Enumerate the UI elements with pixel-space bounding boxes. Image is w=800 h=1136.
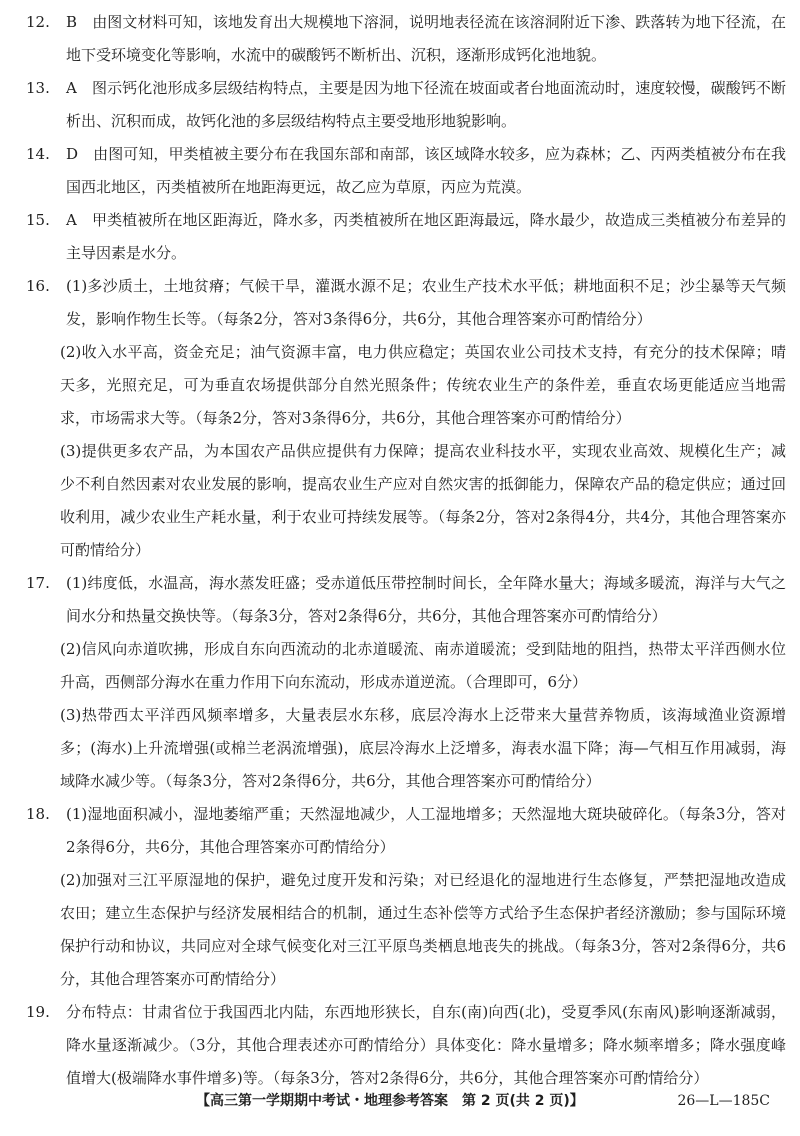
answer-number: 17. xyxy=(26,574,50,592)
answer-paragraph: B 由图文材料可知，该地发育出大规模地下溶洞，说明地表径流在该溶洞附近下渗、跌落转为地下径流，在地下受环境变化等影响，水流中的碳酸钙不断析出、沉积，逐渐形成钙化池地貌。 xyxy=(66,13,786,64)
answer-body xyxy=(66,72,786,138)
answer-number: 12. xyxy=(26,13,50,31)
answer-body xyxy=(66,138,786,204)
answer-number: 16. xyxy=(26,277,50,295)
answer-paragraph: 分布特点：甘肃省位于我国西北内陆，东西地形狭长，自东(南)向西(北)，受夏季风(东南风)影响逐渐减弱，降水量逐渐减少。（3分，其他合理表述亦可酌情给分）具体变化：降水量增多；降水频率增多；降水强度峰值增大(极端降水事件增多)等。（每条3分，答对2条得6分，共6分，其他合理答案亦可酌情给分） xyxy=(66,1003,786,1087)
answer-paragraph: (3)提供更多农产品，为本国农产品供应提供有力保障；提高农业科技水平，实现农业高效、规模化生产；减少不利自然因素对农业发展的影响，提高农业生产应对自然灾害的抵御能力，保障农产品的稳定供应；通过回收利用，减少农业生产耗水量，利于农业可持续发展等。（每条2分，答对2条得4分，共4分，其他合理答案亦可酌情给分） xyxy=(60,442,786,559)
answer-paragraph: (2)加强对三江平原湿地的保护，避免过度开发和污染；对已经退化的湿地进行生态修复，严禁把湿地改造成农田；建立生态保护与经济发展相结合的机制，通过生态补偿等方式给予生态保护者经济激励；参与国际环境保护行动和协议，共同应对全球气候变化对三江平原鸟类栖息地丧失的挑战。（每条3分，答对2条得6分，共6分，其他合理答案亦可酌情给分） xyxy=(60,871,786,988)
answer-item xyxy=(26,138,786,204)
answer-item xyxy=(26,270,786,567)
answer-body xyxy=(66,204,786,270)
answer-paragraph: (1)湿地面积减小，湿地萎缩严重；天然湿地减少，人工湿地增多；天然湿地大斑块破碎化。（每条3分，答对2条得6分，共6分，其他合理答案亦可酌情给分） xyxy=(66,805,786,856)
answer-body xyxy=(60,798,786,996)
answer-item xyxy=(26,204,786,270)
footer-title: 【高三第一学期期中考试・地理参考答案 第 2 页(共 2 页)】 xyxy=(196,1093,584,1109)
answer-number: 15. xyxy=(26,211,50,229)
answer-item xyxy=(26,996,786,1095)
footer-code: 26—L—185C xyxy=(677,1093,770,1109)
answer-number: 14. xyxy=(26,145,50,163)
answer-paragraph: D 由图可知，甲类植被主要分布在我国东部和南部，该区域降水较多，应为森林；乙、丙两类植被分布在我国西北地区，丙类植被所在地距海更远，故乙应为草原，丙应为荒漠。 xyxy=(66,145,786,196)
answer-paragraph: (1)纬度低，水温高，海水蒸发旺盛；受赤道低压带控制时间长，全年降水量大；海域多暖流，海洋与大气之间水分和热量交换快等。（每条3分，答对2条得6分，共6分，其他合理答案亦可酌情给分） xyxy=(66,574,786,625)
answer-item xyxy=(26,6,786,72)
answer-number: 18. xyxy=(26,805,50,823)
answer-item xyxy=(26,72,786,138)
answer-item xyxy=(26,567,786,798)
answer-paragraph: (3)热带西太平洋西风频率增多，大量表层水东移，底层冷海水上泛带来大量营养物质，该海域渔业资源增多；(海水)上升流增强(或棉兰老涡流增强)，底层冷海水上泛增多，海表水温下降；海—气相互作用减弱，海域降水减少等。（每条3分，答对2条得6分，共6分，其他合理答案亦可酌情给分） xyxy=(60,706,786,790)
answer-paragraph: (2)信风向赤道吹拂，形成自东向西流动的北赤道暖流、南赤道暖流；受到陆地的阻挡，热带太平洋西侧水位升高，西侧部分海水在重力作用下向东流动，形成赤道逆流。（合理即可，6分） xyxy=(60,640,786,691)
answer-list xyxy=(26,6,786,1095)
answer-body xyxy=(60,567,786,798)
answer-paragraph: (1)多沙质土，土地贫瘠；气候干旱，灌溉水源不足；农业生产技术水平低；耕地面积不足；沙尘暴等天气频发，影响作物生长等。（每条2分，答对3条得6分，共6分，其他合理答案亦可酌情给分） xyxy=(66,277,786,328)
answer-body xyxy=(66,6,786,72)
answer-paragraph: (2)收入水平高，资金充足；油气资源丰富，电力供应稳定；英国农业公司技术支持，有充分的技术保障；晴天多，光照充足，可为垂直农场提供部分自然光照条件；传统农业生产的条件差，垂直农场更能适应当地需求，市场需求大等。（每条2分，答对3条得6分，共6分，其他合理答案亦可酌情给分） xyxy=(60,343,786,427)
answer-body xyxy=(66,996,786,1095)
answer-number: 13. xyxy=(26,79,50,97)
answer-paragraph: A 图示钙化池形成多层级结构特点，主要是因为地下径流在坡面或者台地面流动时，速度较慢，碳酸钙不断析出、沉积而成，故钙化池的多层级结构特点主要受地形地貌影响。 xyxy=(66,79,786,130)
answer-paragraph: A 甲类植被所在地区距海近，降水多，丙类植被所在地区距海最远，降水最少，故造成三类植被分布差异的主导因素是水分。 xyxy=(66,211,786,262)
answer-body xyxy=(60,270,786,567)
answer-item xyxy=(26,798,786,996)
page-footer xyxy=(0,1086,800,1116)
answer-number: 19. xyxy=(26,1003,50,1021)
